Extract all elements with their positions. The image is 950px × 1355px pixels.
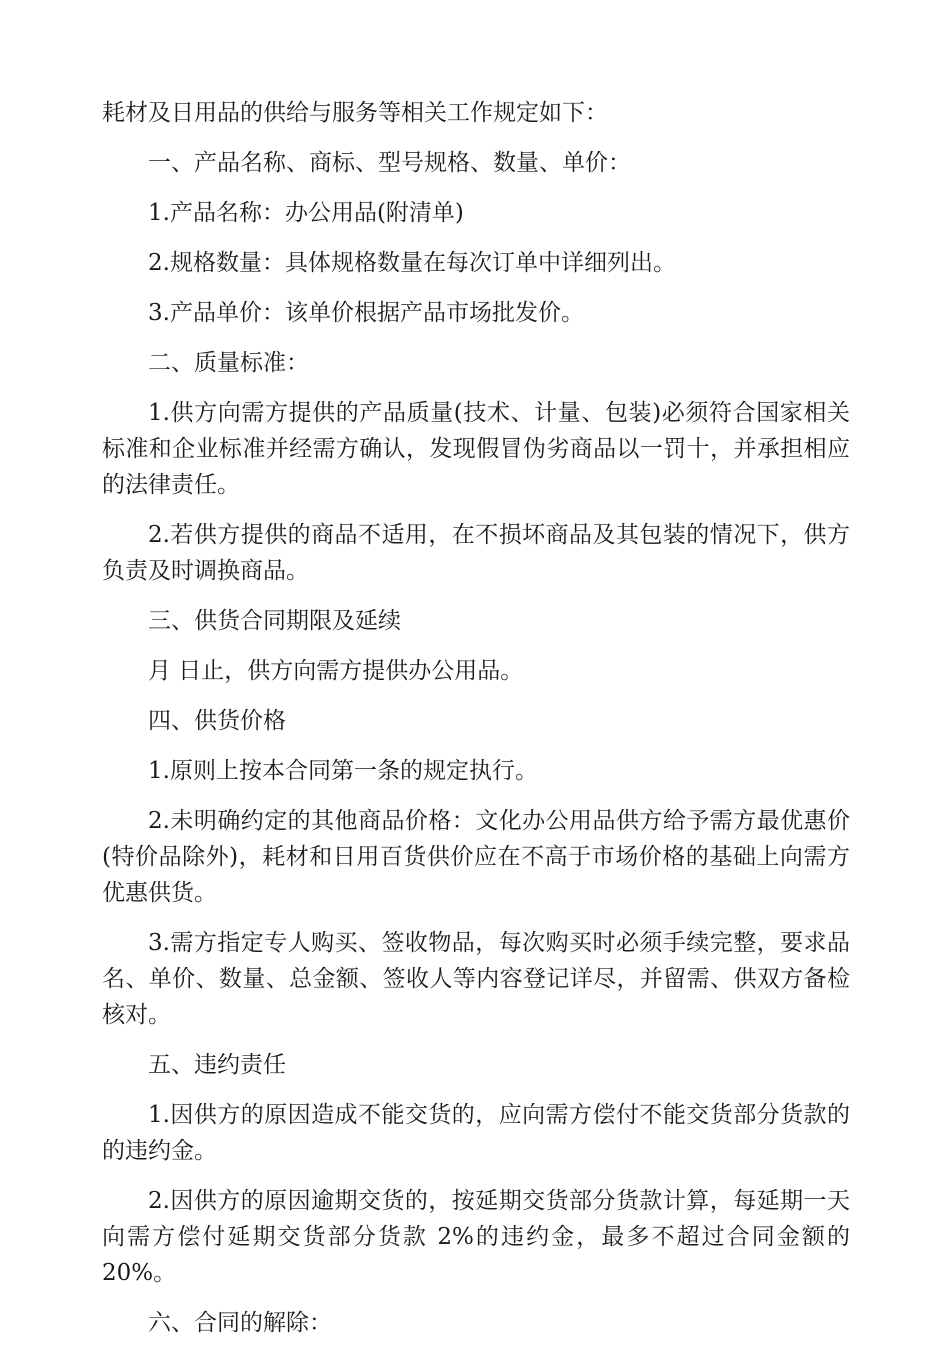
- paragraph-1-3: 3.产品单价：该单价根据产品市场批发价。: [148, 300, 584, 326]
- section-heading-3: 三、供货合同期限及延续: [148, 608, 401, 634]
- section-heading-5: 五、违约责任: [148, 1052, 286, 1078]
- paragraph-3-1: 月 日止，供方向需方提供办公用品。: [148, 658, 524, 684]
- document-page: [102, 95, 850, 1355]
- section-heading-6: 六、合同的解除：: [148, 1310, 332, 1336]
- section-heading-2: 二、质量标准：: [148, 350, 309, 376]
- paragraph-5-2: 2.因供方的原因逾期交货的，按延期交货部分货款计算，每延期一天向需方偿付延期交货部分货款 2%的违约金，最多不超过合同金额的20%。: [102, 1188, 850, 1286]
- paragraph-2-1: 1.供方向需方提供的产品质量(技术、计量、包装)必须符合国家相关标准和企业标准并经需方确认，发现假冒伪劣商品以一罚十，并承担相应的法律责任。: [102, 400, 850, 498]
- section-heading-4: 四、供货价格: [148, 708, 286, 734]
- paragraph-5-1: 1.因供方的原因造成不能交货的，应向需方偿付不能交货部分货款的的违约金。: [102, 1102, 850, 1164]
- section-heading-1: 一、产品名称、商标、型号规格、数量、单价：: [148, 150, 631, 176]
- paragraph-1-1: 1.产品名称：办公用品(附清单): [148, 200, 464, 226]
- paragraph-4-1: 1.原则上按本合同第一条的规定执行。: [148, 758, 538, 784]
- paragraph-1-2: 2.规格数量：具体规格数量在每次订单中详细列出。: [148, 250, 676, 276]
- paragraph-4-3: 3.需方指定专人购买、签收物品，每次购买时必须手续完整，要求品名、单价、数量、总金额、签收人等内容登记详尽，并留需、供双方备检核对。: [102, 930, 850, 1028]
- paragraph-intro: 耗材及日用品的供给与服务等相关工作规定如下：: [102, 100, 608, 126]
- paragraph-2-2: 2.若供方提供的商品不适用，在不损坏商品及其包装的情况下，供方负责及时调换商品。: [102, 522, 850, 584]
- paragraph-4-2: 2.未明确约定的其他商品价格：文化办公用品供方给予需方最优惠价 (特价品除外)，耗材和日用百货供价应在不高于市场价格的基础上向需方优惠供货。: [102, 808, 850, 906]
